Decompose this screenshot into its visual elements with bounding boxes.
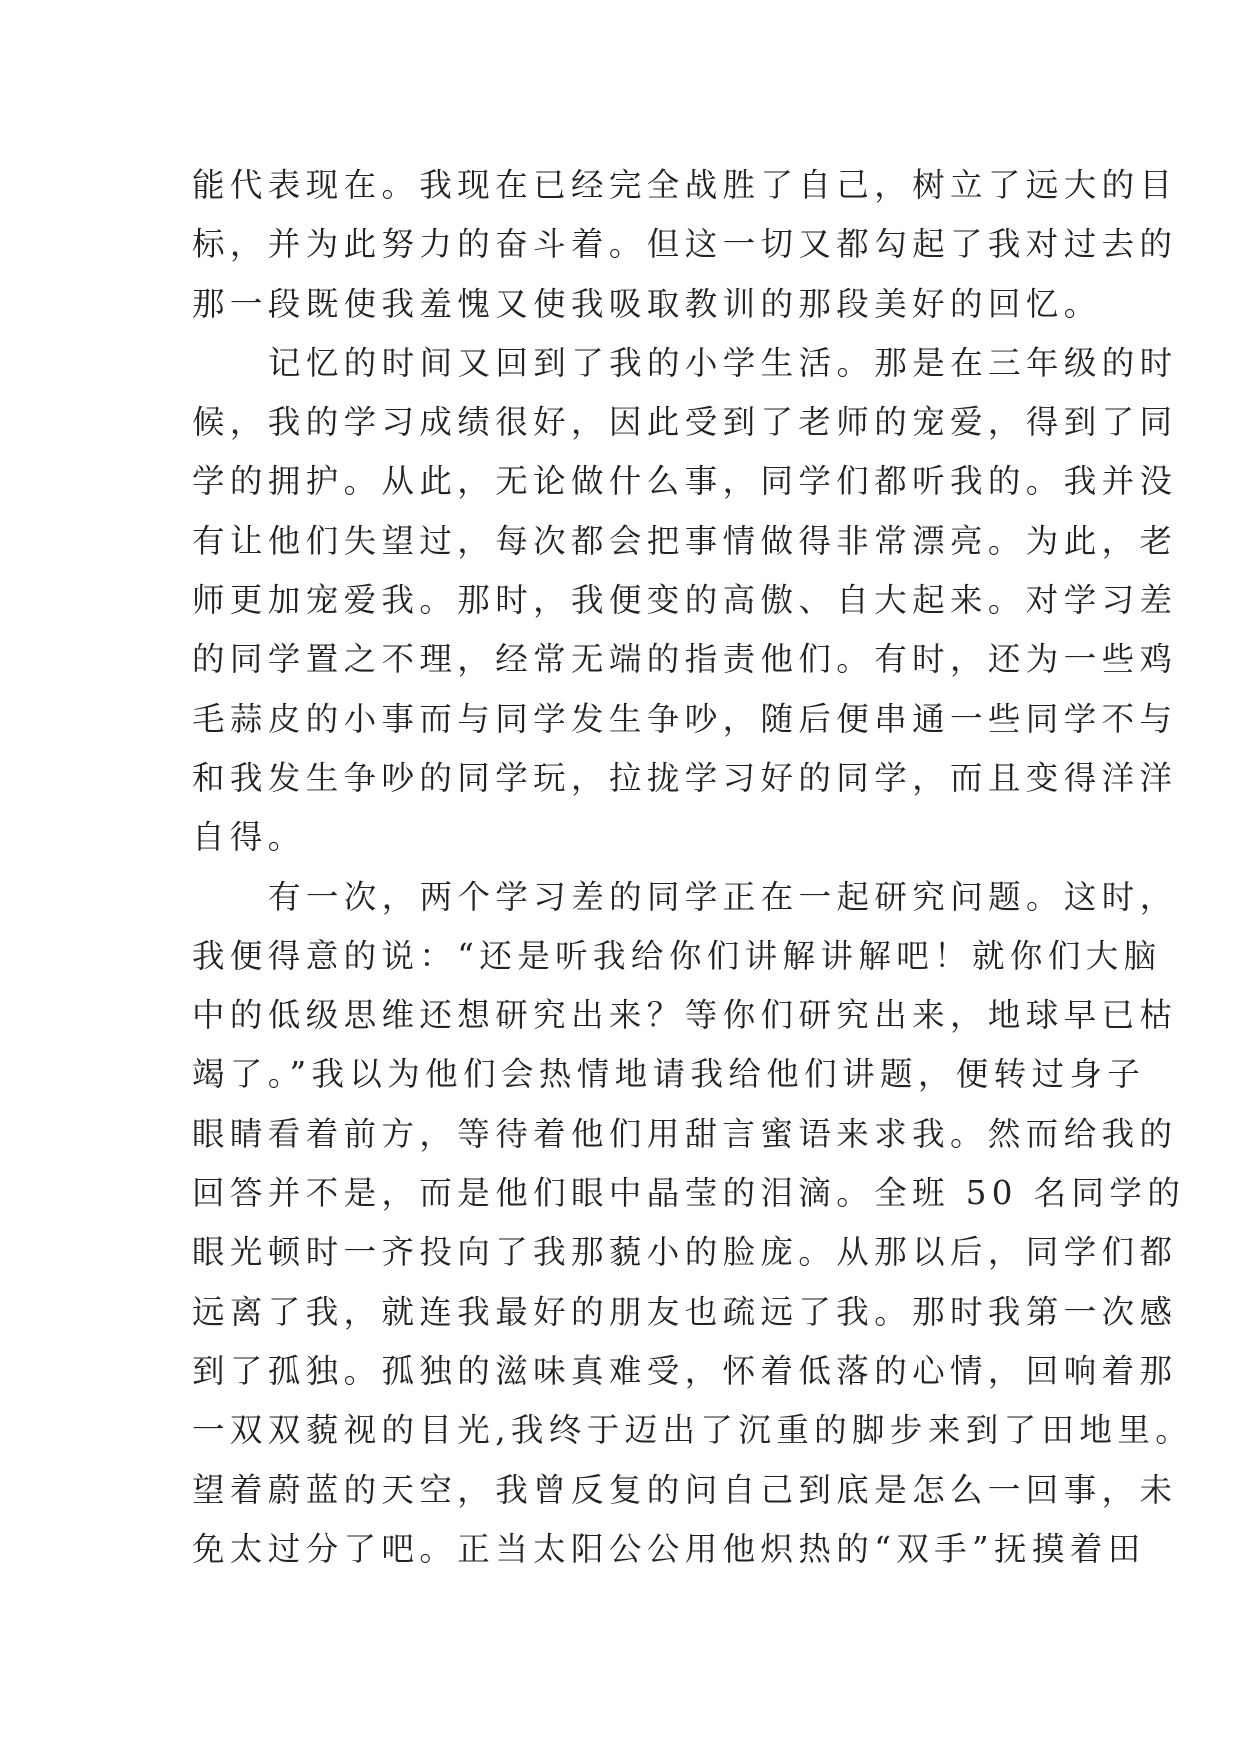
text-line: 我便得意的说：“还是听我给你们讲解讲解吧！就你们大脑 xyxy=(192,936,1162,975)
text-line: 能代表现在。我现在已经完全战胜了自己，树立了远大的目 xyxy=(192,166,1178,204)
text-line: 自得。 xyxy=(192,818,306,857)
text-line: 回答并不是，而是他们眼中晶莹的泪滴。全班 50 名同学的 xyxy=(192,1174,1186,1213)
text-line: 眼光顿时一齐投向了我那藐小的脸庞。从那以后，同学们都 xyxy=(192,1233,1178,1272)
text-line: 标，并为此努力的奋斗着。但这一切又都勾起了我对过去的 xyxy=(192,225,1178,264)
paragraph-first-line: 记忆的时间又回到了我的小学生活。那是在三年级的时 xyxy=(268,343,1178,382)
text-line: 那一段既使我羞愧又使我吸取教训的那段美好的回忆。 xyxy=(192,284,1102,323)
text-line: 中的低级思维还想研究出来？等你们研究出来，地球早已枯 xyxy=(192,996,1178,1035)
text-line: 和我发生争吵的同学玩，拉拢学习好的同学，而且变得洋洋 xyxy=(192,758,1178,797)
essay-text xyxy=(192,156,1194,1579)
text-line: 候，我的学习成绩很好，因此受到了老师的宠爱，得到了同 xyxy=(192,403,1178,442)
text-line: 有让他们失望过，每次都会把事情做得非常漂亮。为此，老 xyxy=(192,521,1178,560)
text-line: 免太过分了吧。正当太阳公公用他炽热的“双手”抚摸着田 xyxy=(192,1529,1146,1568)
text-line: 一双双藐视的目光,我终于迈出了沉重的脚步来到了田地里。 xyxy=(192,1411,1194,1450)
text-line: 毛蒜皮的小事而与同学发生争吵，随后便串通一些同学不与 xyxy=(192,699,1178,738)
text-line: 师更加宠爱我。那时，我便变的高傲、自大起来。对学习差 xyxy=(192,581,1178,620)
text-line: 学的拥护。从此，无论做什么事，同学们都听我的。我并没 xyxy=(192,462,1178,501)
text-line: 竭了。”我以为他们会热情地请我给他们讲题，便转过身子 xyxy=(192,1055,1146,1094)
text-line: 的同学置之不理，经常无端的指责他们。有时，还为一些鸡 xyxy=(192,640,1178,679)
text-line: 望着蔚蓝的天空，我曾反复的问自己到底是怎么一回事，未 xyxy=(192,1470,1178,1509)
paragraph-first-line: 有一次，两个学习差的同学正在一起研究问题。这时， xyxy=(268,877,1178,916)
text-line: 到了孤独。孤独的滋味真难受，怀着低落的心情，回响着那 xyxy=(192,1351,1178,1390)
text-line: 远离了我，就连我最好的朋友也疏远了我。那时我第一次感 xyxy=(192,1292,1178,1331)
text-line: 眼睛看着前方，等待着他们用甜言蜜语来求我。然而给我的 xyxy=(192,1114,1178,1153)
